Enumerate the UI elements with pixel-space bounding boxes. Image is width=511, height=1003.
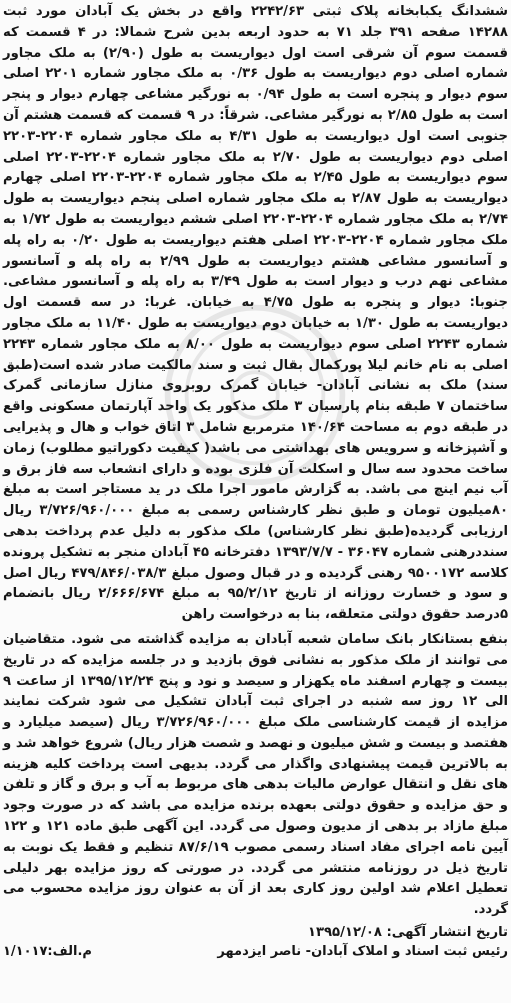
signature: رئیس ثبت اسناد و املاک آبادان- ناصر ایزدمهر xyxy=(217,944,508,960)
notice-paragraph-2: بنفع بستانکار بانک سامان شعبه آبادان به مزایده گذاشته می شود. متقاضیان می توانند از ملک مذکور به نشانی فوق بازدید و در جلسه مزایده که در تاریخ بیست و چهارم اسفند ماه یکهزار و سیصد و نود و پنج ۱۳۹۵/۱۲/۲۴ از ساعت ۹ الی ۱۲ روز سه شنبه در اجرای ثبت آبادان تشکیل می شود شرکت نمایند مزایده از قیمت کارشناسی ملک مبلغ ۳/۷۲۶/۹۶۰/۰۰۰ ریال (سیصد میلیارد و هفتصد و بیست و شش میلیون و نهصد و شصت هزار ریال) شروع خواهد شد و به بالاترین قیمت پیشنهادی واگذار می گردد. بدیهی است پرداخت کلیه هزینه های نقل و انتقال عوارض مالیات بدهی های مربوط به آب و برق و گاز و تلفن و حق مزایده و حقوق دولتی بعهده برنده مزایده می باشد که در صورت وجود مبلغ مازاد بر بدهی از مدیون وصول می گردد. این آگهی طبق ماده ۱۲۱ و ۱۲۲ آیین نامه اجرای مفاد اسناد رسمی مصوب ۸۷/۶/۱۹ تنظیم و فقط یک نوبت به تاریخ ذیل در روزنامه منتشر می گردد. در صورتی که روز مزایده بهر دلیلی تعطیل اعلام شد اولین روز کاری بعد از آن به عنوان روز مزایده محسوب می گردد. xyxy=(3,631,508,918)
notice-footer xyxy=(3,943,508,961)
reference-code: م.الف:۱/۱۰۱۷ xyxy=(3,944,92,960)
publish-date: تاریخ انتشار آگهی: ۱۳۹۵/۱۲/۰۸ xyxy=(307,925,508,941)
notice-paragraph-1: ششدانگ یکبابخانه پلاک ثبتی ۲۲۴۲/۶۳ واقع در بخش یک آبادان مورد ثبت ۱۴۲۸۸ صفحه ۳۹۱ جلد ۷۱ به حدود اربعه بدین شرح شمالا: در ۴ قسمت که قسمت سوم آن شرقی است اول دیواریست به طول (۲/۹۰) به ملک مجاور شماره اصلی دوم دیواریست به طول ۰/۳۶ به ملک مجاور شماره ۲۲۰۱ اصلی سوم دیوار و پنجره است به طول ۰/۹۴ به نورگیر مشاعی چهارم دیوار و پنجر است به طول ۲/۸۵ به نورگیر مشاعی. شرقاً: در ۹ قسمت که قسمت هشتم آن جنوبی است اول دیواریست به طول ۴/۳۱ به ملک مجاور شماره ۲۲۰۴-۲۲۰۳ اصلی دوم دیواریست به طول ۲/۷۰ به ملک مجاور شماره ۲۲۰۴-۲۲۰۳ اصلی سوم دیواریست به طول ۲/۴۵ به ملک مجاور شماره ۲۲۰۴-۲۲۰۳ اصلی چهارم دیواریست به طول ۲/۸۷ به ملک مجاور شماره اصلی پنجم دیواریست به طول ۲/۷۴ به ملک مجاور شماره ۲۲۰۴-۲۲۰۳ اصلی ششم دیواریست به طول ۱/۷۲ به ملک مجاور شماره ۲۲۰۴-۲۲۰۳ اصلی هفتم دیواریست به طول ۰/۲۰ به راه پله و آسانسور مشاعی هشتم دیواریست به طول ۲/۹۹ به راه پله و آسانسور مشاعی نهم درب و دیوار است به طول ۳/۴۹ به راه پله و آسانسور مشاعی. جنوبا: دیوار و پنجره به طول ۴/۷۵ به خیابان. غربا: در سه قسمت اول دیواریست به طول ۱/۳۰ به خیابان دوم دیواریست به طول ۱۱/۴۰ به ملک مجاور شماره ۲۲۴۳ اصلی سوم دیواریست به طول ۸/۰۰ به ملک مجاور شماره ۲۲۴۳ اصلی به نام خانم لیلا پورکمال بقال ثبت و سند مالکیت صادر شده است(طبق سند) ملک به نشانی آبادان- خیابان گمرک روبروی منازل سازمانی گمرک ساختمان ۷ طبقه بنام پارسیان ۳ ملک مذکور یک واحد آپارتمان مسکونی واقع در طبقه دوم به مساحت ۱۴۰/۶۴ مترمربع شامل ۳ اتاق خواب و هال و پذیرایی و آشپزخانه و سرویس های بهداشتی می باشد( کیفیت دکوراتیو مطلوب) زمان ساخت محدود سه سال و اسکلت آن فلزی بوده و دارای انشعاب سه فاز برق و آب نیم اینچ می باشد. به گزارش مامور اجرا ملک در ید مستاجر است به مبلغ ۸۰میلیون تومان و طبق نظر کارشناس رسمی به مبلغ ۳/۷۲۶/۹۶۰/۰۰۰ ریال ارزیابی گردیده(طبق نظر کارشناس) ملک مذکور به دلیل عدم پرداخت بدهی سنددرهنی شماره ۳۶۰۴۷ - ۱۳۹۳/۷/۷ دفترخانه ۴۵ آبادان منجر به تشکیل پرونده کلاسه ۹۵۰۰۱۷۲ رهنی گردیده و در قبال وصول مبلغ ۴۷۹/۸۴۶/۰۳۸/۳ ریال اصل و سود و خسارت روزانه از تاریخ ۹۵/۲/۱۲ به مبلغ ۲/۶۶۶/۶۷۴ ریال بانضمام ۵درصد حقوق دولتی متعلقه، بنا به درخواست راهن xyxy=(3,4,509,623)
